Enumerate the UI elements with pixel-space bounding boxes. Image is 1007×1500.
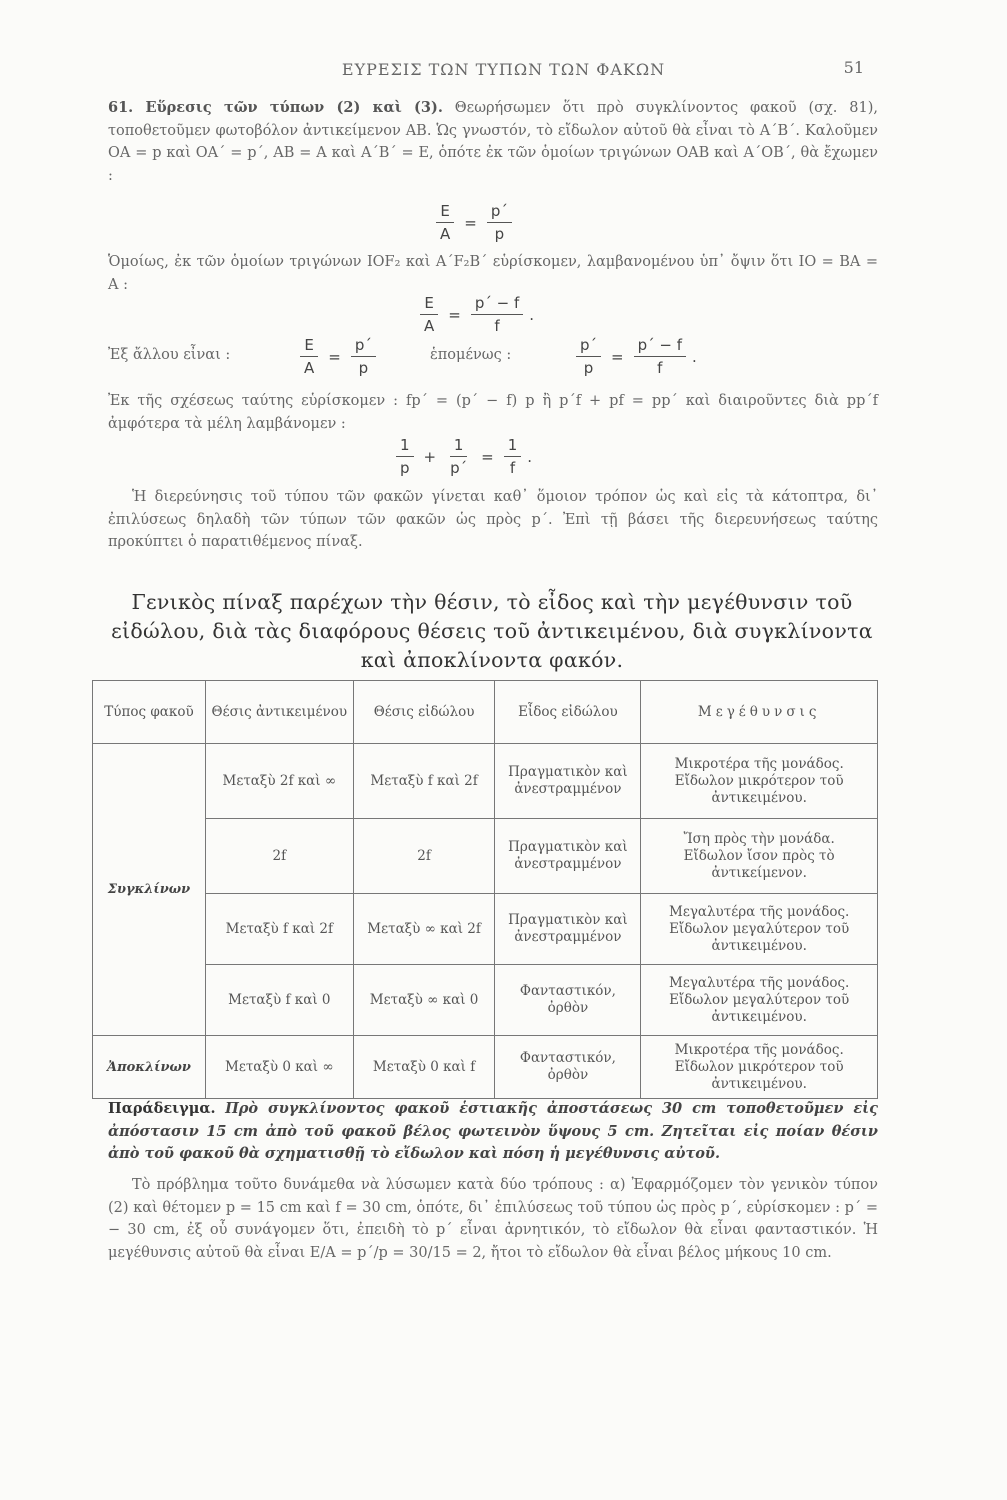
example-solution: Τὸ πρόβλημα τοῦτο δυνάμεθα νὰ λύσωμεν κατὰ δύο τρόπους : α) Ἐφαρμόζομεν τὸν γενικὸν τύπον (2) καὶ θέτομεν p = 15 cm καὶ f = 30 cm, ὁπότε, δι᾽ ἐπιλύσεως τοῦ τύπου ὡς πρὸς p΄, εὑρίσκομεν : p΄ = − 30 cm, ἐξ οὗ συνάγομεν ὅτι, ἐπειδὴ τὸ p΄ εἶναι ἀρνητικόν, τὸ εἴδωλον θὰ εἶναι φανταστικόν. Ἡ μεγέθυνσις αὐτοῦ θὰ εἶναι Ε/Α = p΄/p = 30/15 = 2, ἤτοι τὸ εἴδωλον θὰ εἶναι βέλος μήκους 10 cm. [108, 1177, 878, 1261]
magnification-cell: Μικροτέρα τῆς μονάδος. Εἴδωλον μικρότερον τοῦ ἀντικειμένου. [641, 1036, 878, 1099]
header-lens-type: Τύπος φακοῦ [93, 681, 206, 744]
image-position-cell: Μεταξὺ ∞ καὶ 2f [353, 894, 495, 965]
image-kind-cell: Πραγματικὸν καὶ ἀνεστραμμένον [495, 744, 641, 819]
converging-label: Συγκλίνων [93, 744, 206, 1036]
section-intro [108, 97, 878, 187]
image-position-cell: Μεταξὺ 0 καὶ f [353, 1036, 495, 1099]
image-position-cell: 2f [353, 819, 495, 894]
table-row [93, 819, 878, 894]
object-position-cell: Μεταξὺ 2f καὶ ∞ [205, 744, 353, 819]
equation-4: $\frac{p΄}{p}$ = $\frac{p΄ - f}{f}$ . [570, 336, 697, 377]
image-position-cell: Μεταξὺ f καὶ 2f [353, 744, 495, 819]
table-row [93, 894, 878, 965]
diverging-label: Ἀποκλίνων [93, 1036, 206, 1099]
lens-table [92, 680, 878, 1099]
image-kind-cell: Πραγματικὸν καὶ ἀνεστραμμένον [495, 819, 641, 894]
discussion-text: Ἡ διερεύνησις τοῦ τύπου τῶν φακῶν γίνεται καθ᾽ ὅμοιον τρόπον ὡς καὶ εἰς τὰ κάτοπτρα, δι᾽ ἐπιλύσεως δηλαδὴ τῶν τύπων τῶν φακῶν ὡς πρὸς p΄. Ἐπὶ τῇ βάσει τῆς διερευνήσεως ταύτης προκύπτει ὁ παρατιθέμενος πίναξ. [108, 489, 878, 550]
section-title: 61. Εὕρεσις τῶν τύπων (2) καὶ (3). [108, 99, 443, 116]
object-position-cell: Μεταξὺ f καὶ 2f [205, 894, 353, 965]
equation-3: $\frac{E}{A}$ = $\frac{p΄}{p}$ [294, 336, 382, 377]
table-row [93, 744, 878, 819]
hence-label: ἑπομένως : [430, 347, 512, 363]
similar-triangles-text: Ὁμοίως, ἐκ τῶν ὁμοίων τριγώνων IOF₂ καὶ Α΄F₂Β΄ εὑρίσκομεν, λαμβανομένου ὑπ᾽ ὄψιν ὅτι ΙΟ = ΒΑ = Α : [108, 254, 878, 293]
object-position-cell: 2f [205, 819, 353, 894]
fraction: $\frac{E}{A}$ [436, 202, 454, 243]
table-heading: Γενικὸς πίναξ παρέχων τὴν θέσιν, τὸ εἶδος καὶ τὴν μεγέθυνσιν τοῦ εἰδώλου, διὰ τὰς διαφόρους θέσεις τοῦ ἀντικειμένου, διὰ συγκλίνοντα καὶ ἀποκλίνοντα φακόν. [111, 590, 873, 672]
relation-text: Ἐκ τῆς σχέσεως ταύτης εὑρίσκομεν : fp΄ = (p΄ − f) p ἢ p΄f + pf = pp΄ καὶ διαιροῦντες διὰ pp΄f ἀμφότερα τὰ μέλη λαμβάνομεν : [108, 393, 878, 432]
table-row [93, 965, 878, 1036]
image-kind-cell: Φανταστικόν, ὀρθὸν [495, 1036, 641, 1099]
header-object-position: Θέσις ἀντικειμένου [205, 681, 353, 744]
image-kind-cell: Φανταστικόν, ὀρθὸν [495, 965, 641, 1036]
table-header-row [93, 681, 878, 744]
intro-text: Θεωρήσωμεν ὅτι πρὸ συγκλίνοντος φακοῦ (σχ. 81), τοποθετοῦμεν φωτοβόλον ἀντικείμενον ΑΒ. Ὡς γνωστόν, τὸ εἴδωλον αὐτοῦ θὰ εἶναι τὸ Α΄Β΄. Καλοῦμεν ΟΑ = p καὶ ΟΑ΄ = p΄, ΑΒ = Α καὶ Α΄Β΄ = Ε, ὁπότε ἐκ τῶν ὁμοίων τριγώνων ΟΑΒ καὶ Α΄ΟΒ΄, θὰ ἔχωμεν : [108, 100, 878, 184]
lens-formula: $\frac{1}{p}$ + $\frac{1}{p΄}$ = $\frac{1}{f}$ . [390, 436, 532, 477]
other-label: Ἐξ ἄλλου εἶναι : [108, 347, 231, 363]
running-title: ΕΥΡΕΣΙΣ ΤΩΝ ΤΥΠΩΝ ΤΩΝ ΦΑΚΩΝ [341, 60, 666, 79]
example-block [108, 1098, 878, 1166]
header-image-kind: Εἶδος εἰδώλου [495, 681, 641, 744]
example-lead: Παράδειγμα. [108, 1100, 216, 1117]
magnification-cell: Μικροτέρα τῆς μονάδος. Εἴδωλον μικρότερον τοῦ ἀντικειμένου. [641, 744, 878, 819]
magnification-cell: Ἴση πρὸς τὴν μονάδα. Εἴδωλον ἴσον πρὸς τὸ ἀντικείμενον. [641, 819, 878, 894]
equation-1: $\frac{E}{A}$ = $\frac{p΄}{p}$ [430, 202, 518, 243]
object-position-cell: Μεταξὺ f καὶ 0 [205, 965, 353, 1036]
header-image-position: Θέσις εἰδώλου [353, 681, 495, 744]
fraction: $\frac{p΄}{p}$ [487, 202, 512, 243]
magnification-cell: Μεγαλυτέρα τῆς μονάδος. Εἴδωλον μεγαλύτερον τοῦ ἀντικειμένου. [641, 965, 878, 1036]
header-magnification: Μεγέθυνσις [641, 681, 878, 744]
equation-2: $\frac{E}{A}$ = $\frac{p΄ - f}{f}$ . [414, 294, 534, 335]
page-number: 51 [843, 58, 864, 77]
object-position-cell: Μεταξὺ 0 καὶ ∞ [205, 1036, 353, 1099]
table-row [93, 1036, 878, 1099]
image-kind-cell: Πραγματικὸν καὶ ἀνεστραμμένον [495, 894, 641, 965]
example-statement: Πρὸ συγκλίνοντος φακοῦ ἑστιακῆς ἀποστάσεως 30 cm τοποθετοῦμεν εἰς ἀπόστασιν 15 cm ἀπὸ τοῦ φακοῦ βέλος φωτεινὸν ὕψους 5 cm. Ζητεῖται εἰς ποίαν θέσιν ἀπὸ τοῦ φακοῦ θὰ σχηματισθῇ τὸ εἴδωλον καὶ πόση ἡ μεγέθυνσις αὐτοῦ. [108, 1100, 878, 1162]
image-position-cell: Μεταξὺ ∞ καὶ 0 [353, 965, 495, 1036]
magnification-cell: Μεγαλυτέρα τῆς μονάδος. Εἴδωλον μεγαλύτερον τοῦ ἀντικειμένου. [641, 894, 878, 965]
